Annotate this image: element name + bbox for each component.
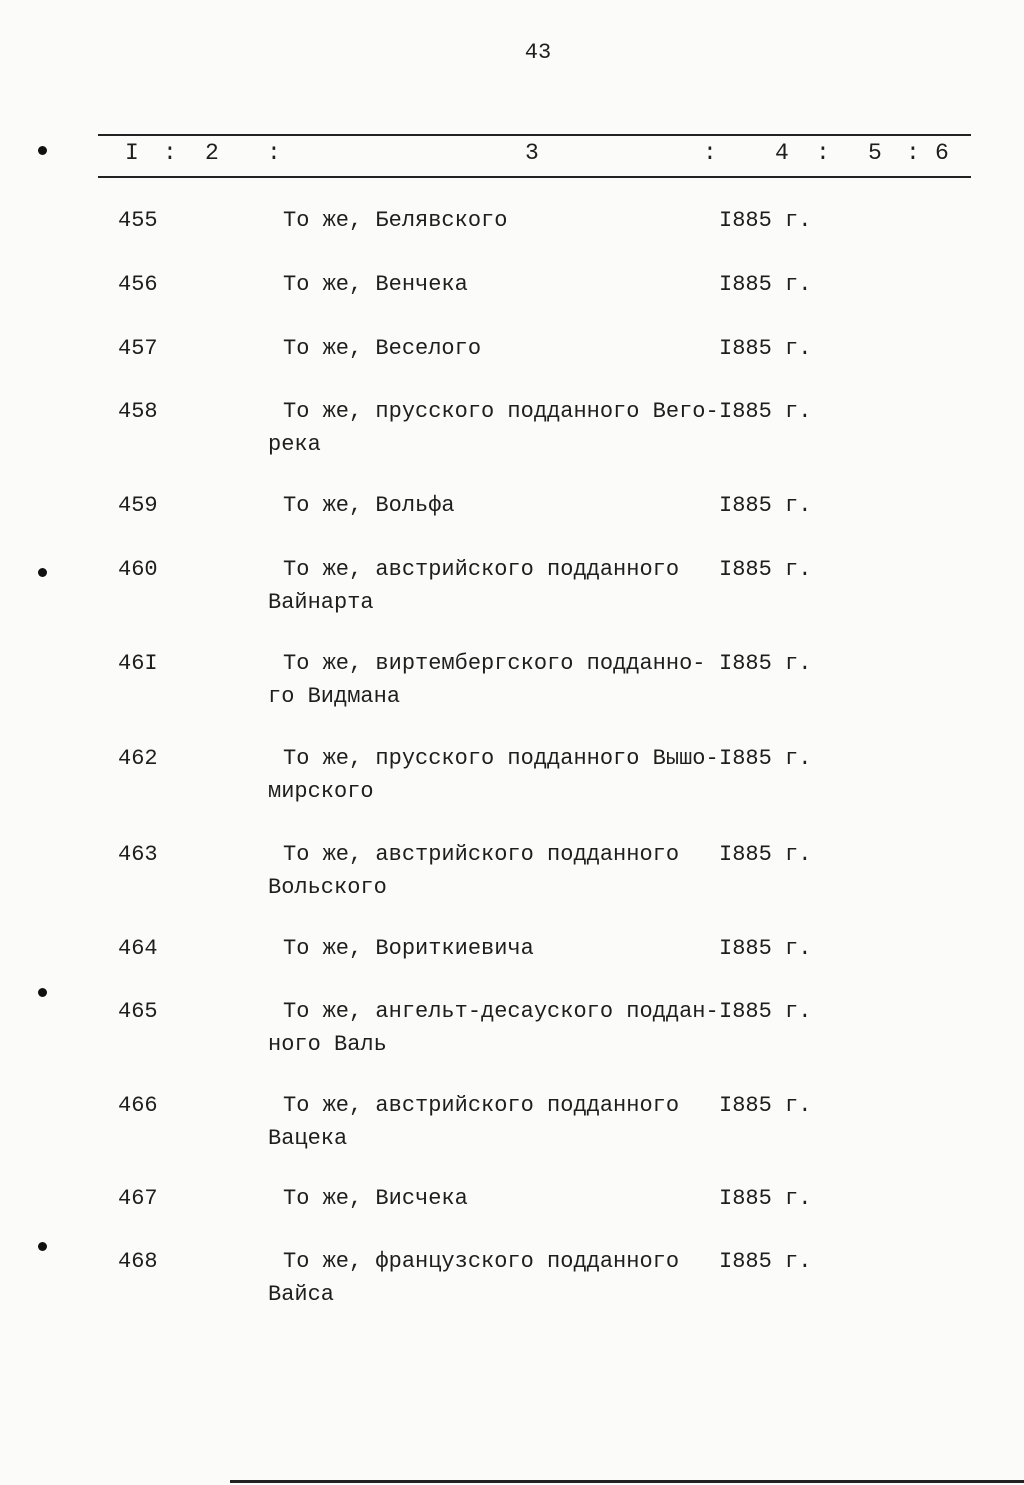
row-number: 46I — [118, 651, 158, 676]
row-number: 468 — [118, 1249, 158, 1274]
row-number: 456 — [118, 272, 158, 297]
row-year: I885 г. — [719, 493, 812, 518]
row-number: 458 — [118, 399, 158, 424]
row-title-line1: То же, виртембергского подданно- — [283, 651, 706, 676]
row-year: I885 г. — [719, 746, 812, 771]
row-title-line1: То же, Вориткиевича — [283, 936, 534, 961]
row-year: I885 г. — [719, 1249, 812, 1274]
row-title-line2: Вайнарта — [268, 590, 374, 615]
row-title-line2: река — [268, 432, 321, 457]
row-number: 464 — [118, 936, 158, 961]
row-year: I885 г. — [719, 557, 812, 582]
row-title-line1: То же, австрийского подданного — [283, 557, 680, 582]
page-number: 43 — [524, 40, 552, 65]
row-title-line1: То же, прусского подданного Вего- — [283, 399, 719, 424]
column-header-5: 5 — [868, 140, 882, 166]
row-title-line1: То же, австрийского подданного — [283, 1093, 680, 1118]
row-title-line1: То же, Вольфа — [283, 493, 455, 518]
column-separator: : — [906, 140, 920, 166]
bottom-edge-rule — [230, 1480, 1024, 1483]
row-year: I885 г. — [719, 272, 812, 297]
row-number: 467 — [118, 1186, 158, 1211]
punch-hole-mark — [38, 1242, 47, 1251]
row-title-line1: То же, Веселого — [283, 336, 482, 361]
row-year: I885 г. — [719, 336, 812, 361]
row-number: 463 — [118, 842, 158, 867]
row-title-line1: То же, прусского подданного Вышо- — [283, 746, 719, 771]
row-title-line1: То же, австрийского подданного — [283, 842, 680, 867]
row-title-line1: То же, французского подданного — [283, 1249, 680, 1274]
row-year: I885 г. — [719, 651, 812, 676]
row-number: 457 — [118, 336, 158, 361]
row-year: I885 г. — [719, 842, 812, 867]
row-year: I885 г. — [719, 399, 812, 424]
column-header-1: I — [125, 140, 139, 166]
column-header-6: 6 — [935, 140, 949, 166]
row-year: I885 г. — [719, 1093, 812, 1118]
column-header-3: 3 — [525, 140, 539, 166]
row-number: 460 — [118, 557, 158, 582]
row-number: 465 — [118, 999, 158, 1024]
row-year: I885 г. — [719, 936, 812, 961]
column-separator: : — [267, 140, 281, 166]
row-title-line1: То же, Висчека — [283, 1186, 468, 1211]
column-header-4: 4 — [775, 140, 789, 166]
row-year: I885 г. — [719, 208, 812, 233]
row-title-line2: Вацека — [268, 1126, 348, 1151]
row-title-line2: Вольского — [268, 875, 387, 900]
row-number: 455 — [118, 208, 158, 233]
column-header-2: 2 — [205, 140, 219, 166]
punch-hole-mark — [38, 988, 47, 997]
row-title-line1: То же, Венчека — [283, 272, 468, 297]
row-title-line1: То же, ангельт-десауского поддан- — [283, 999, 719, 1024]
column-separator: : — [703, 140, 717, 166]
row-title-line2: го Видмана — [268, 684, 401, 709]
row-title-line2: ного Валь — [268, 1032, 387, 1057]
header-top-rule — [98, 134, 971, 136]
column-separator: : — [163, 140, 177, 166]
punch-hole-mark — [38, 568, 47, 577]
row-number: 466 — [118, 1093, 158, 1118]
row-year: I885 г. — [719, 1186, 812, 1211]
row-year: I885 г. — [719, 999, 812, 1024]
column-separator: : — [816, 140, 830, 166]
row-title-line2: Вайса — [268, 1282, 335, 1307]
header-bottom-rule — [98, 176, 971, 178]
row-title-line2: мирского — [268, 779, 374, 804]
column-header-row — [0, 140, 1024, 170]
row-number: 459 — [118, 493, 158, 518]
row-number: 462 — [118, 746, 158, 771]
punch-hole-mark — [38, 146, 47, 155]
row-title-line1: То же, Белявского — [283, 208, 508, 233]
